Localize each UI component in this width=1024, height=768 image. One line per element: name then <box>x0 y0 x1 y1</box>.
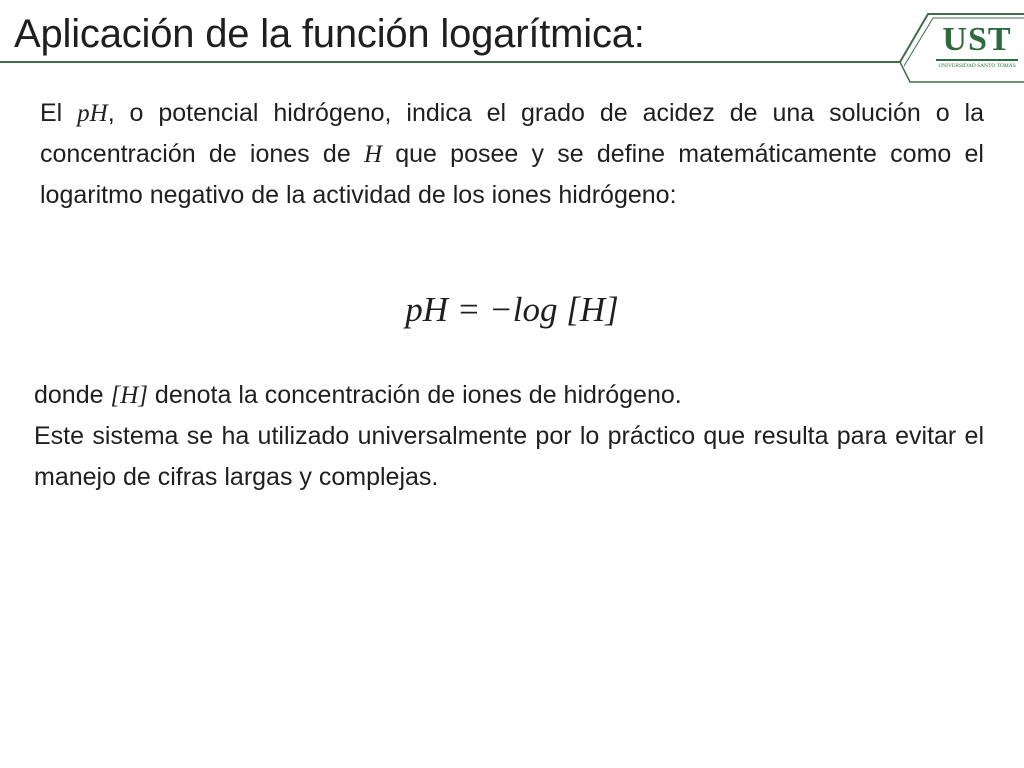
explanation-system: Este sistema se ha utilizado universalmente por lo práctico que resulta para evitar el manejo de cifras largas y complejas. <box>34 422 984 491</box>
paragraph-explanation <box>34 375 984 498</box>
paragraph-ph-definition <box>40 93 984 216</box>
text-segment: denota la concentración de iones de hidrógeno. <box>147 381 682 409</box>
text-segment: El <box>40 99 78 127</box>
logo-subtitle: UNIVERSIDAD SANTO TOMÁS <box>938 63 1016 69</box>
text-segment: que posee y se define matemáticamente como el logaritmo negativo de la actividad de los iones hidrógeno: <box>40 140 984 209</box>
math-ph: pH <box>77 100 108 127</box>
logo-divider <box>936 59 1018 61</box>
university-logo <box>934 22 1020 74</box>
explanation-line <box>34 375 984 416</box>
slide-title: Aplicación de la función logarítmica: <box>14 12 645 56</box>
math-h: H <box>363 141 383 168</box>
logo-wordmark: UST <box>942 21 1012 58</box>
text-segment: , o potencial hidrógeno, indica el grado de acidez de una solución o la concentración de iones de <box>40 99 984 168</box>
text-segment: donde <box>34 381 111 409</box>
ph-formula: pH = −log [H] <box>405 290 619 329</box>
math-h-concentration: [H] <box>110 382 148 409</box>
